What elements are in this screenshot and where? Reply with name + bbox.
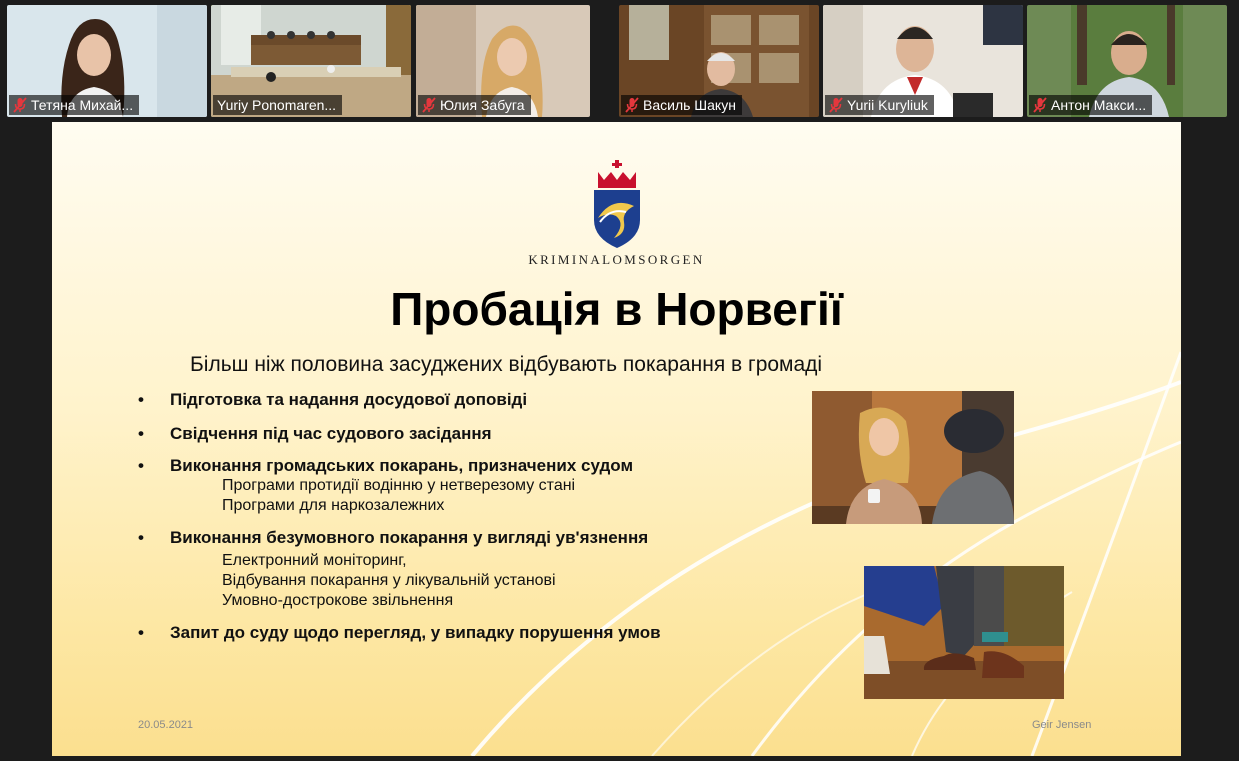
sub-bullet: Програми протидії водінню у нетверезому стані — [222, 477, 576, 494]
participant-name: Yurii Kuryliuk — [847, 97, 928, 113]
bullet-list — [138, 390, 838, 643]
muted-mic-icon — [829, 97, 843, 113]
sub-bullet: Умовно-дострокове звільнення — [222, 592, 454, 609]
bullet-item — [138, 623, 838, 643]
sub-bullet: Програми для наркозалежних — [222, 497, 445, 514]
bullet-symbol: • — [138, 390, 144, 409]
footer-date: 20.05.2021 — [138, 719, 194, 731]
bullet-symbol: • — [138, 424, 144, 443]
participant-name: Василь Шакун — [643, 97, 736, 113]
bullet-item — [138, 456, 838, 476]
photo-electronic-monitoring — [864, 566, 1064, 699]
participant-name-tag — [1029, 95, 1152, 115]
sub-bullet: Відбування покарання у лікувальній установі — [222, 572, 556, 589]
bullet-item — [138, 424, 838, 444]
participant-tile[interactable] — [1027, 5, 1227, 117]
muted-mic-icon — [1033, 97, 1047, 113]
participant-name-tag — [213, 95, 342, 115]
kriminalomsorgen-crest-icon — [592, 160, 642, 250]
bullet-text: Виконання громадських покарань, призначених судом — [170, 456, 634, 475]
bullet-symbol: • — [138, 623, 144, 642]
participant-name-tag — [825, 95, 934, 115]
participant-name-tag — [418, 95, 531, 115]
participant-strip — [0, 0, 1239, 122]
muted-mic-icon — [13, 97, 27, 113]
bullet-item — [138, 528, 838, 548]
bullet-item — [138, 390, 838, 410]
bullet-symbol: • — [138, 528, 144, 547]
footer-author: Geir Jensen — [1032, 719, 1092, 731]
bullet-text: Підготовка та надання досудової доповіді — [170, 390, 528, 409]
participant-tile[interactable] — [823, 5, 1023, 117]
participant-name: Антон Макси... — [1051, 97, 1147, 113]
sub-bullet: Електронний моніторинг, — [222, 552, 407, 569]
participant-tile[interactable] — [619, 5, 819, 117]
bullet-text: Запит до суду щодо перегляд, у випадку порушення умов — [170, 623, 661, 642]
bullet-text: Свідчення під час судового засідання — [170, 424, 492, 443]
participant-name: Yuriy Ponomaren... — [217, 97, 337, 113]
muted-mic-icon — [625, 97, 639, 113]
brand-wordmark: KRIMINALOMSORGEN — [528, 252, 705, 267]
participant-name: Тетяна Михай... — [31, 97, 134, 113]
slide-title: Пробація в Норвегії — [390, 283, 843, 335]
shared-slide — [52, 122, 1181, 756]
bullet-symbol: • — [138, 456, 144, 475]
participant-name-tag — [621, 95, 742, 115]
participant-name-tag — [9, 95, 139, 115]
participant-tile[interactable] — [7, 5, 207, 117]
slide-subtitle: Більш ніж половина засуджених відбувають покарання в громаді — [190, 353, 823, 376]
bullet-text: Виконання безумовного покарання у вигляді ув'язнення — [170, 528, 649, 547]
photo-conversation — [812, 391, 1014, 524]
participant-name: Юлия Забуга — [440, 97, 525, 113]
muted-mic-icon — [422, 97, 436, 113]
participant-tile-active-speaker[interactable] — [211, 5, 411, 117]
participant-tile[interactable] — [416, 5, 590, 117]
